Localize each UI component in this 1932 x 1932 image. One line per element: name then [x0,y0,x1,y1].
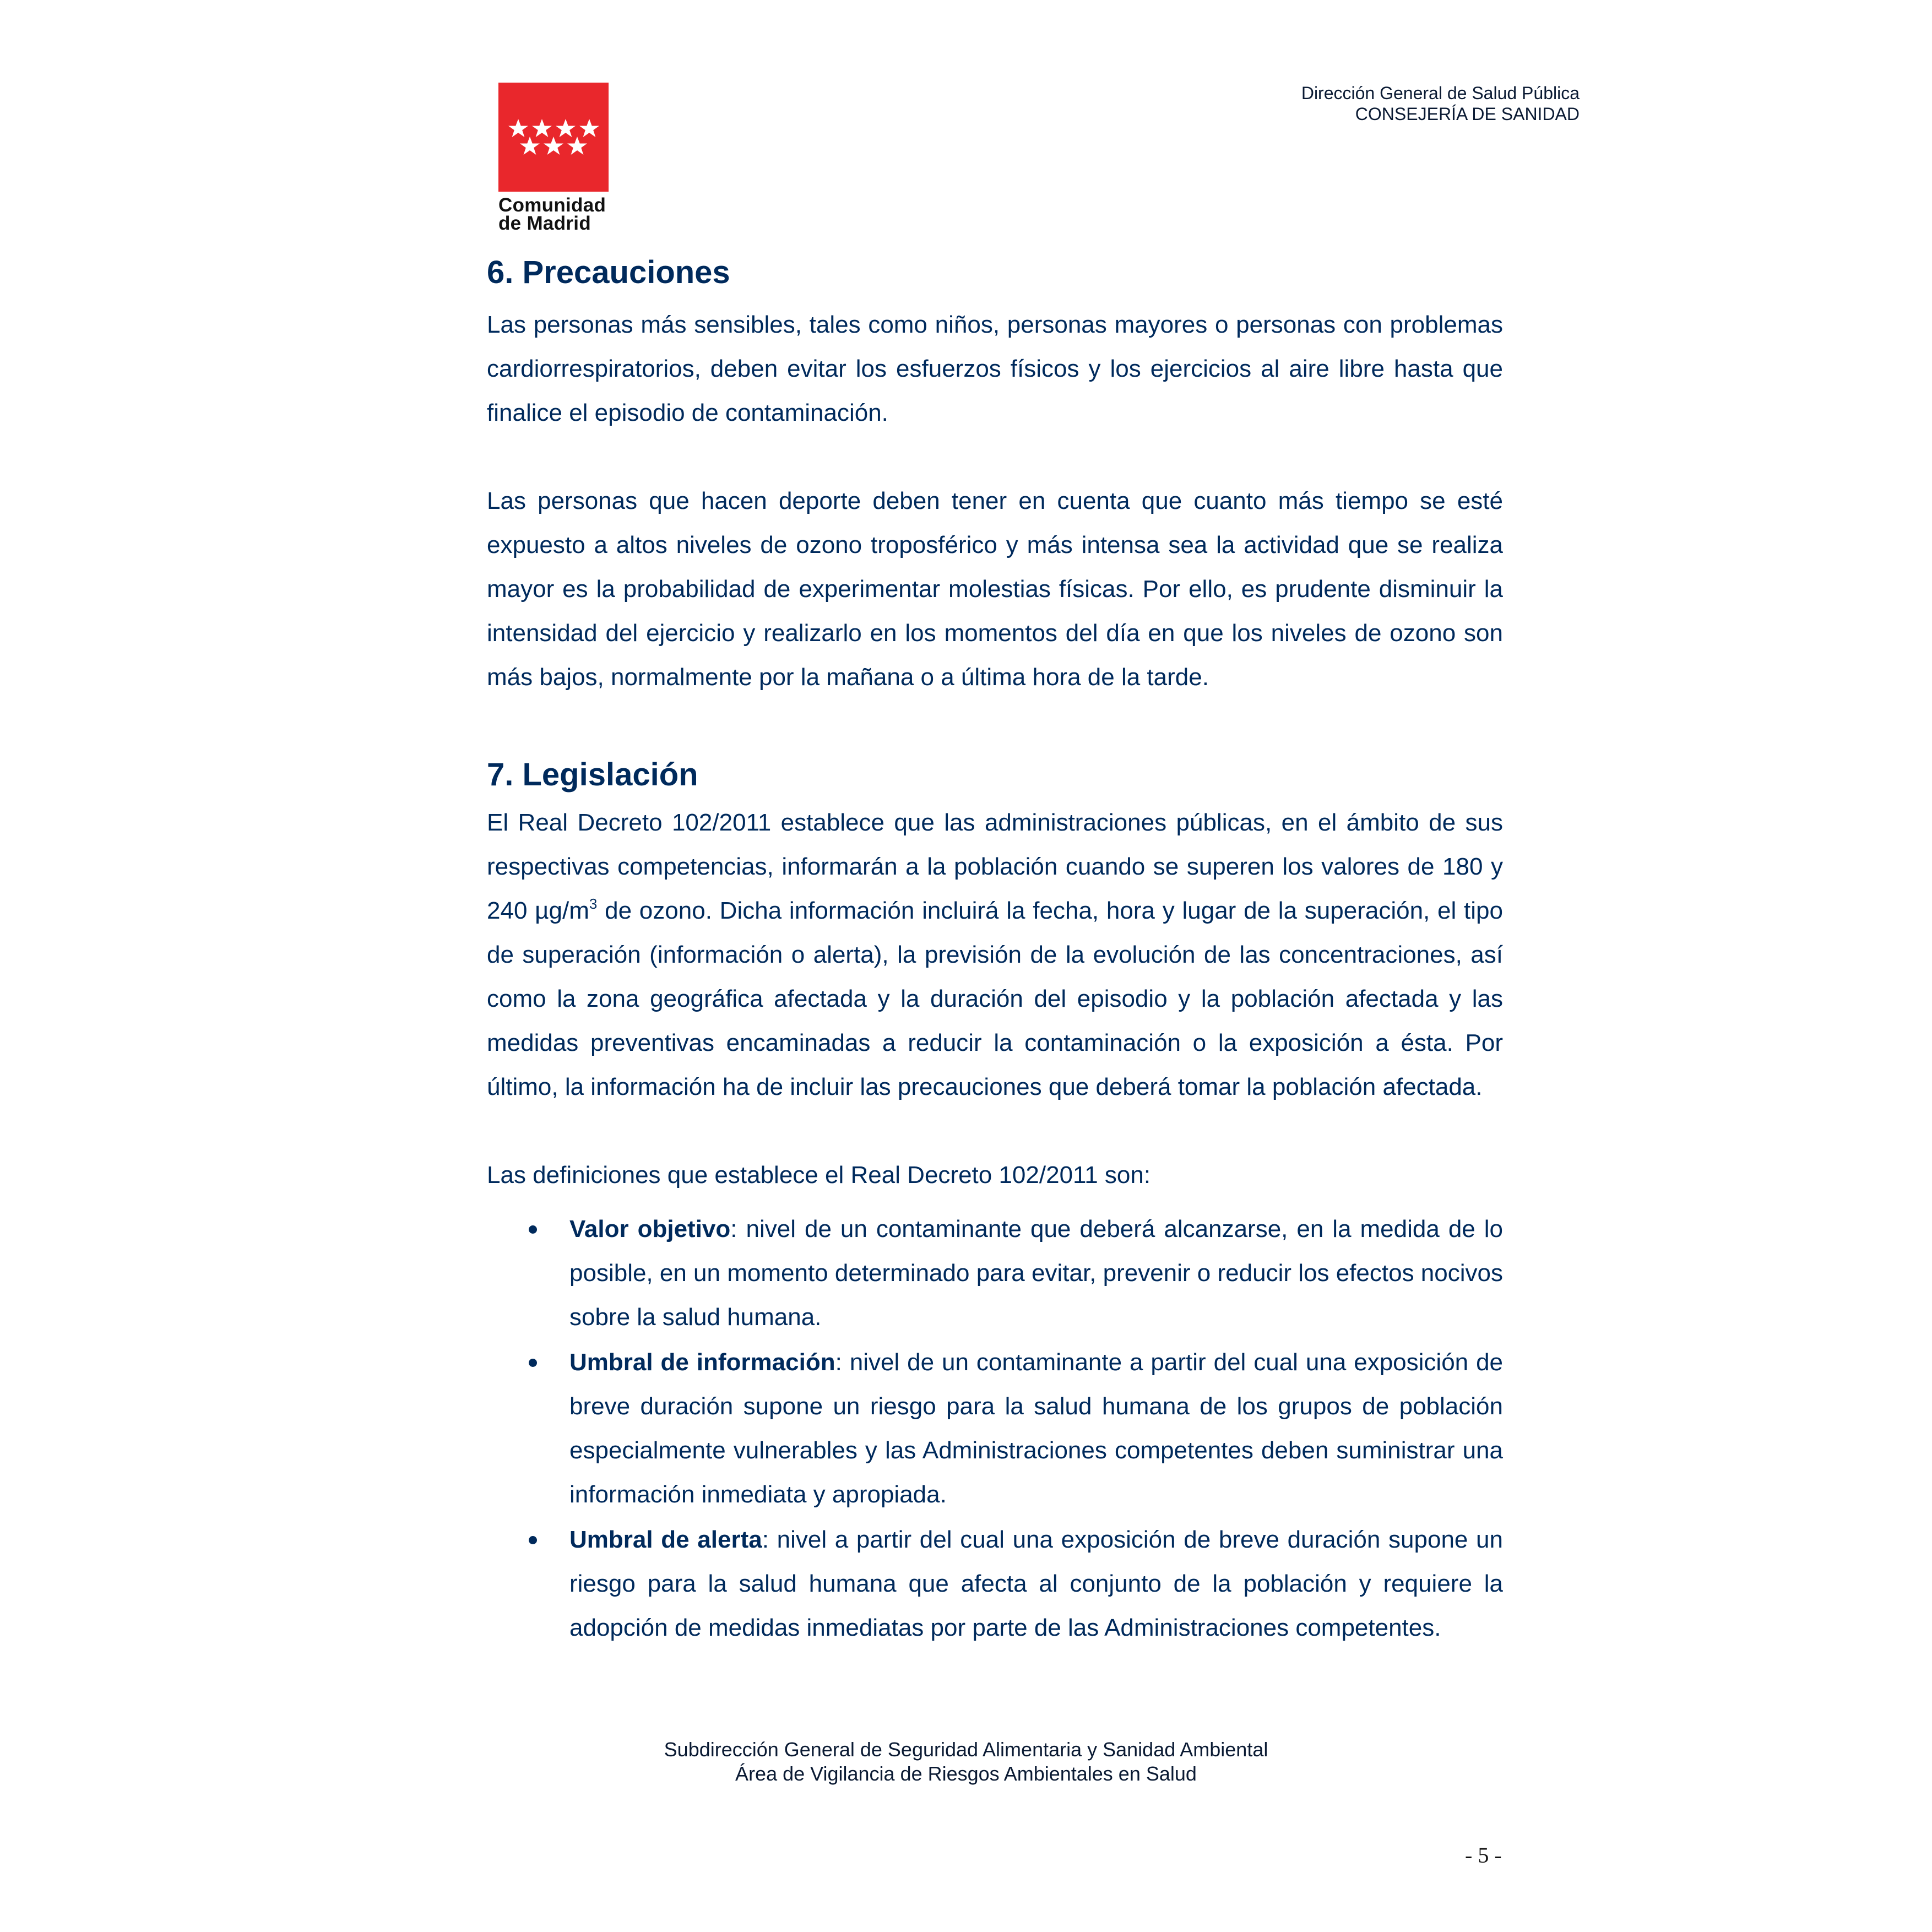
definition-text: : nivel de un contaminante a partir del cual una exposición de breve duración supone un riesgo para la salud humana de los grupos de población especialmente vulnerables y las Administraciones competentes deben suministrar una información inmediata y apropiada. [569,1349,1504,1508]
section-7-paragraph-1-part-a: El Real Decreto 102/2011 establece que las administraciones públicas, en el ámbito de sus respectivas competencias, informarán a la población cuando se superen los valores de 180 y 240 µg/m [487,809,1503,924]
star-icon [532,119,552,137]
logo-stars-box [498,83,609,192]
logo-text [498,196,609,232]
list-item [487,1207,1503,1339]
definition-text: : nivel de un contaminante que deberá alcanzarse, en la medida de lo posible, en un momento determinado para evitar, prevenir o reducir los efectos nocivos sobre la salud humana. [569,1215,1504,1331]
star-icon [508,119,528,137]
comunidad-madrid-logo [498,83,609,232]
bullet-icon [529,1536,537,1544]
definition-term: Umbral de información [569,1349,835,1376]
logo-text-line1: Comunidad [498,194,606,216]
header-organization [1301,83,1580,124]
star-icon [556,119,576,137]
section-7-title: 7. Legislación [487,757,698,793]
logo-text-line2: de Madrid [498,213,591,234]
section-6-paragraph-1: Las personas más sensibles, tales como niños, personas mayores o personas con problemas cardiorrespiratorios, deben evitar los esfuerzos físicos y los ejercicios al aire libre hasta que finalice el episodio de contaminación. [487,311,1503,426]
star-icon [579,119,599,137]
star-icon [567,137,587,155]
list-item [487,1518,1503,1650]
page-number: - 5 - [1465,1843,1502,1868]
page-footer [0,1738,1932,1786]
section-6-paragraph-2: Las personas que hacen deporte deben tener en cuenta que cuanto más tiempo se esté expuesto a altos niveles de ozono troposférico y más intensa sea la actividad que se realiza mayor es la probabilidad de experimentar molestias físicas. Por ello, es prudente disminuir la intensidad del ejercicio y realizarlo en los momentos del día en que los niveles de ozono son más bajos, normalmente por la mañana o a última hora de la tarde. [487,487,1503,691]
star-icon [544,137,563,155]
header-org-line1: Dirección General de Salud Pública [1301,83,1580,103]
section-7-paragraph-2: Las definiciones que establece el Real Decreto 102/2011 son: [487,1162,1151,1188]
bullet-icon [529,1225,537,1234]
document-body [487,253,1503,1651]
star-icon [520,137,540,155]
definition-term: Umbral de alerta [569,1526,762,1553]
superscript-3: 3 [589,896,598,912]
footer-line2: Área de Vigilancia de Riesgos Ambientales en Salud [735,1762,1197,1785]
section-6-title: 6. Precauciones [487,254,730,290]
definition-term: Valor objetivo [569,1215,731,1242]
header-org-line2: CONSEJERÍA DE SANIDAD [1355,104,1580,124]
bullet-icon [529,1359,537,1367]
definitions-list [487,1207,1503,1650]
footer-line1: Subdirección General de Seguridad Alimentaria y Sanidad Ambiental [664,1738,1268,1761]
section-7-paragraph-1-part-b: de ozono. Dicha información incluirá la fecha, hora y lugar de la superación, el tipo de superación (información o alerta), la previsión de la evolución de las concentraciones, así como la zona geográfica afectada y la duración del episodio y la población afectada y las medidas preventivas encaminadas a reducir la contaminación o la exposición a ésta. Por último, la información ha de incluir las precauciones que deberá tomar la población afectada. [487,897,1503,1100]
list-item [487,1341,1503,1517]
definition-text: : nivel a partir del cual una exposición de breve duración supone un riesgo para la salud humana que afecta al conjunto de la población y requiere la adopción de medidas inmediatas por parte de las Administraciones competentes. [569,1526,1503,1641]
stars-icon [498,83,609,192]
section-7-paragraph-1 [487,801,1503,1109]
